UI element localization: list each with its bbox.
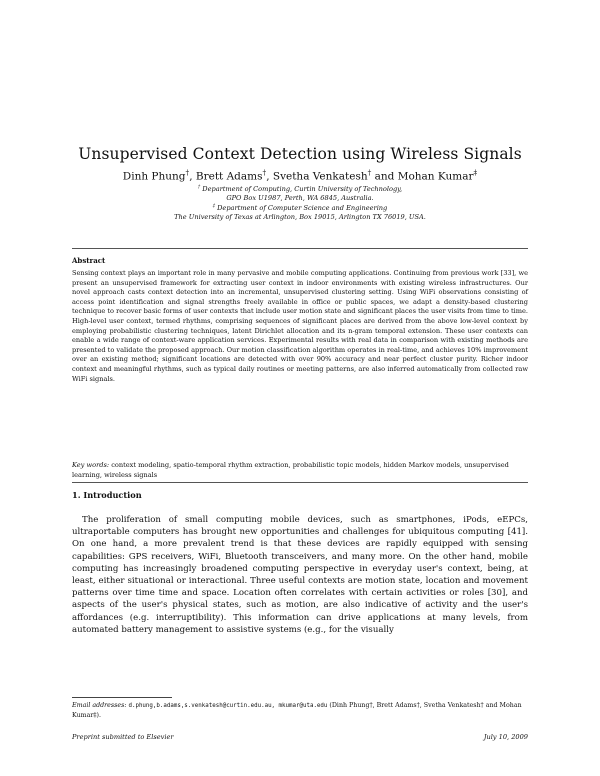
keywords-text: context modeling, spatio-temporal rhythm extraction, probabilistic topic models, hidden Markov models, unsupervised learning, wireless signals bbox=[72, 461, 509, 479]
affiliation-mark: † bbox=[197, 185, 201, 190]
author-name: Mohan Kumar bbox=[397, 170, 474, 183]
preprint-date: July 10, 2009 bbox=[483, 733, 528, 741]
footnote bbox=[72, 701, 528, 721]
footnote-names: (Dinh Phung†, Brett Adams†, Svetha Venkatesh† and Mohan Kumar‡). bbox=[72, 702, 522, 720]
author-mark: † bbox=[185, 168, 190, 177]
author-mark: ‡ bbox=[473, 168, 478, 177]
section-heading: 1. Introduction bbox=[72, 490, 142, 500]
author-name: Dinh Phung bbox=[122, 170, 186, 183]
affiliation-line: The University of Texas at Arlington, Box 19015, Arlington TX 76019, USA. bbox=[174, 213, 426, 222]
affiliation-line: GPO Box U1987, Perth, WA 6845, Australia. bbox=[226, 194, 374, 203]
footnote-label: Email addresses: bbox=[72, 702, 127, 709]
author-mark: † bbox=[262, 168, 267, 177]
keywords-label: Key words: bbox=[72, 461, 110, 469]
footnote-emails: d.phung,b.adams,s.venkatesh@curtin.edu.au, mkumar@uta.edu bbox=[128, 703, 328, 709]
author-name: Brett Adams bbox=[195, 170, 263, 183]
footnote-rule bbox=[72, 697, 172, 698]
affiliation-line: Department of Computer Science and Engineering bbox=[217, 204, 388, 213]
affiliation-mark: ‡ bbox=[212, 204, 216, 209]
abstract-top-rule bbox=[72, 248, 528, 249]
author-separator: , bbox=[189, 170, 196, 183]
intro-paragraph: The proliferation of small computing mobile devices, such as smartphones, iPods, eEPCs, ultraportable computers has brought new opportunities and challenges for ubiquitous computing [41]. On one hand, a more prevalent trend is that these devices are rapidly equipped with sensing capabilities: GPS receivers, WiFi, Bluetooth transceivers, and many more. On the other hand, mobile computing has increasingly broadened computing perspective in everyday user's context, being, at least, either situational or interactional. Three useful contexts are motion state, location and movement patterns over time time and space. Location often correlates with certain activities or roles [30], and aspects of the user's physical states, such as motion, are also indicative of activity and the user's affordances (e.g. interruptibility). This information can drive applications at many levels, from automated battery management to assistive systems (e.g., for the visually bbox=[72, 515, 528, 635]
abstract-bottom-rule bbox=[72, 482, 528, 483]
affiliation-line: Department of Computing, Curtin University of Technology, bbox=[202, 185, 403, 194]
author-line bbox=[60, 168, 540, 183]
author-separator: and bbox=[371, 170, 398, 183]
affiliation-1 bbox=[60, 183, 540, 203]
keywords bbox=[72, 461, 528, 480]
preprint-note: Preprint submitted to Elsevier bbox=[72, 733, 174, 741]
author-mark: † bbox=[367, 168, 372, 177]
paper-title: Unsupervised Context Detection using Wireless Signals bbox=[78, 145, 522, 163]
abstract-heading: Abstract bbox=[72, 256, 106, 265]
author-separator: , bbox=[266, 170, 273, 183]
abstract-text: Sensing context plays an important role in many pervasive and mobile computing applications. Continuing from previous work [33], we present an unsupervised framework for extracting user context in indoor environments with existing wireless infrastructures. Our novel approach casts context detection into an incremental, unsupervised clustering setting. Using WiFi observations consisting of access point identification and signal strengths freely available in office or public spaces, we adapt a density-based clustering technique to recover basic forms of user contexts that include user motion state and significant places the user visits from time to time. High-level user context, termed rhythms, comprising sequences of significant places are derived from the above low-level context by employing probabilistic clustering techniques, latent Dirichlet allocation and its n-gram temporal extension. These user contexts can enable a wide range of context-ware application services. Experimental results with real data in comparison with existing methods are presented to validate the proposed approach. Our motion classification algorithm operates in real-time, and achieves 10% improvement over an existing method; significant locations are detected with over 90% accuracy and near perfect cluster purity. Richer indoor context and meaningful rhythms, such as typical daily routines or meeting patterns, are also inferred automatically from collected raw WiFi signals. bbox=[72, 269, 528, 383]
author-name: Svetha Venkatesh bbox=[272, 170, 368, 183]
affiliation-2 bbox=[60, 202, 540, 222]
